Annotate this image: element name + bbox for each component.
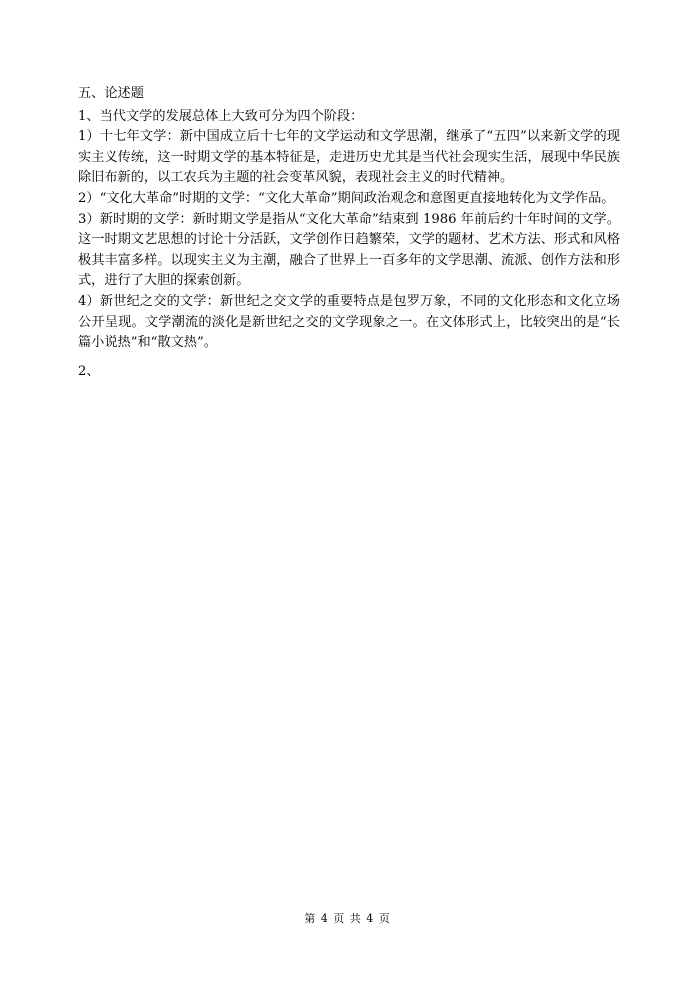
page-footer: 第 4 页 共 4 页 (304, 912, 391, 925)
document-body (78, 84, 620, 382)
section-title: 五、论述题 (78, 86, 144, 101)
question-2-label: 2、 (78, 363, 100, 379)
answer-paragraph-4: 4）新世纪之交的文学：新世纪之交文学的重要特点是包罗万象，不同的文化形态和文化立场公开呈现。文学潮流的淡化是新世纪之交的文学现象之一。在文体形式上，比较突出的是“长篇小说热”和“散文热”。 (78, 293, 620, 351)
answer-paragraph-3: 3）新时期的文学：新时期文学是指从“文化大革命”结束到 1986 年前后约十年时间的文学。这一时期文艺思想的讨论十分活跃，文学创作日趋繁荣，文学的题材、艺术方法、形式和风格极其丰富多样。以现实主义为主潮，融合了世界上一百多年的文学思潮、流派、创作方法和形式，进行了大胆的探索创新。 (78, 211, 620, 289)
answer-paragraph-1: 1）十七年文学：新中国成立后十七年的文学运动和文学思潮，继承了“五四”以来新文学的现实主义传统，这一时期文学的基本特征是，走进历史尤其是当代社会现实生活，展现中华民族除旧布新的，以工农兵为主题的社会变革风貌，表现社会主义的时代精神。 (78, 129, 620, 186)
answer-paragraph-2: 2）“文化大革命”时期的文学：“文化大革命”期间政治观念和意图更直接地转化为文学作品。 (78, 190, 615, 206)
question-1-intro: 1、当代文学的发展总体上大致可分为四个阶段： (78, 108, 364, 124)
